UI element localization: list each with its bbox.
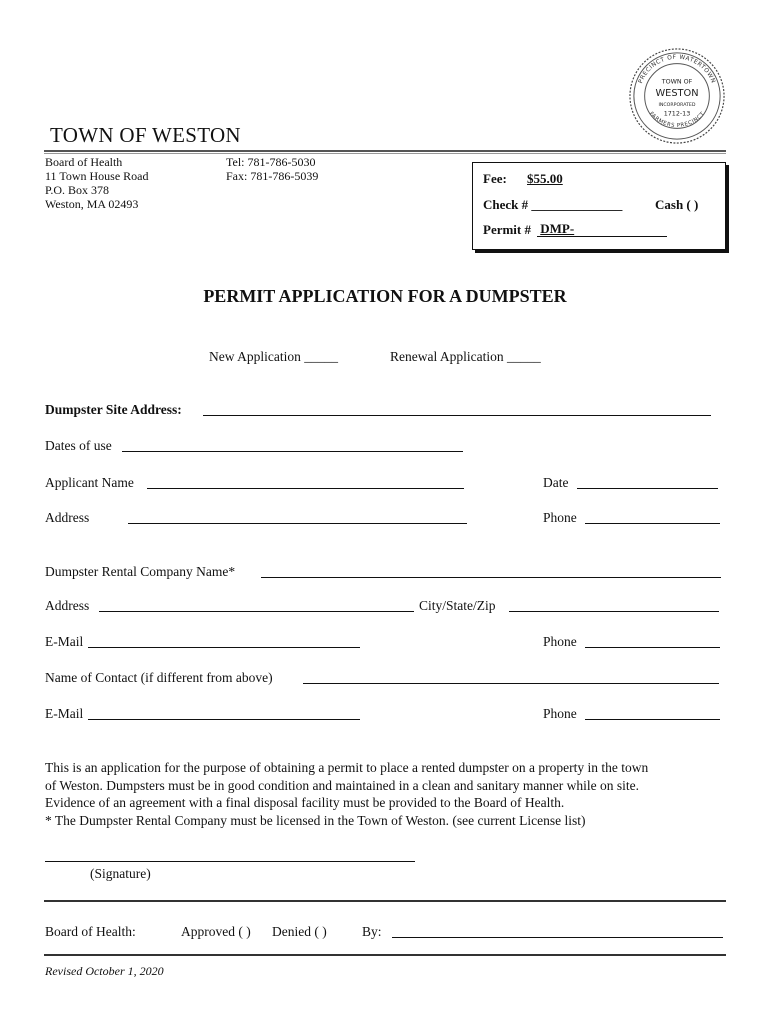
dates-of-use-label: Dates of use <box>45 438 112 453</box>
signature-input[interactable] <box>45 849 415 862</box>
permit-field <box>537 222 667 237</box>
notice-line-4: * The Dumpster Rental Company must be licensed in the Town of Weston. (see current License list) <box>45 812 586 828</box>
notice-line-2: of Weston. Dumpsters must be in good condition and maintained in a clean and sanitary manner while on site. <box>45 777 640 793</box>
fee-box <box>472 162 726 250</box>
site-address-label: Dumpster Site Address: <box>45 402 182 417</box>
dept-address-block <box>45 155 149 211</box>
check-field: Check # ______________ <box>483 197 623 212</box>
contact-email-input[interactable] <box>88 706 360 720</box>
dates-of-use-input[interactable] <box>122 438 463 452</box>
address-line-1: 11 Town House Road <box>45 169 149 183</box>
board-of-health-label: Board of Health: <box>45 924 136 939</box>
applicant-phone-input[interactable] <box>585 510 720 524</box>
company-phone-input[interactable] <box>585 634 720 648</box>
signature-label: (Signature) <box>90 866 151 881</box>
contact-phone-label: Phone <box>543 706 577 721</box>
permit-value: DMP- <box>540 221 575 236</box>
fee-label: Fee: <box>483 171 507 186</box>
company-address-label: Address <box>45 598 90 613</box>
date-input[interactable] <box>577 475 718 489</box>
address-line-2: P.O. Box 378 <box>45 183 110 197</box>
site-address-input[interactable] <box>203 402 711 416</box>
renewal-application-field[interactable]: Renewal Application _____ <box>390 349 541 364</box>
cash-field: Cash ( ) <box>655 197 699 212</box>
contact-phone-input[interactable] <box>585 706 720 720</box>
rental-company-label: Dumpster Rental Company Name* <box>45 564 236 579</box>
by-input[interactable] <box>392 924 723 938</box>
revised-date: Revised October 1, 2020 <box>45 964 164 978</box>
seal-ring-bottom: FARMERS PRECINCT <box>647 110 707 129</box>
tel: Tel: 781-786-5030 <box>226 155 316 169</box>
seal-line-3: INCORPORATED <box>658 102 696 108</box>
rental-company-input[interactable] <box>261 564 721 578</box>
fax: Fax: 781-786-5039 <box>226 169 319 183</box>
town-seal-logo <box>628 47 726 145</box>
header-rule-thin <box>44 153 726 154</box>
approved-checkbox[interactable]: Approved ( ) <box>181 924 251 939</box>
applicant-phone-label: Phone <box>543 510 577 525</box>
applicant-name-input[interactable] <box>147 475 464 489</box>
fee-value: $55.00 <box>527 171 563 186</box>
notice-line-1: This is an application for the purpose of obtaining a permit to place a rented dumpster on a property in the town <box>45 760 649 775</box>
by-label: By: <box>362 924 382 939</box>
contact-email-label: E-Mail <box>45 706 84 721</box>
contact-block <box>226 155 318 183</box>
company-phone-label: Phone <box>543 634 577 649</box>
date-label: Date <box>543 475 569 490</box>
company-address-input[interactable] <box>99 598 414 612</box>
seal-line-4: 1712-13 <box>663 109 691 118</box>
seal-ring-top: PRECINCT OF WATERTOWN <box>638 54 716 85</box>
company-email-input[interactable] <box>88 634 360 648</box>
applicant-name-label: Applicant Name <box>45 475 134 490</box>
dept-name: Board of Health <box>45 155 123 169</box>
notice-paragraph <box>45 759 648 829</box>
header-rule <box>44 150 726 152</box>
permit-label: Permit # <box>483 222 532 237</box>
seal-line-2: WESTON <box>655 88 699 99</box>
town-title: TOWN OF WESTON <box>50 123 241 147</box>
address-line-3: Weston, MA 02493 <box>45 197 139 211</box>
applicant-address-input[interactable] <box>128 510 467 524</box>
contact-name-input[interactable] <box>303 670 719 684</box>
approval-bottom-rule <box>44 954 726 956</box>
seal-line-1: TOWN OF <box>661 77 693 86</box>
notice-line-3: Evidence of an agreement with a final disposal facility must be provided to the Board of Health. <box>45 795 565 810</box>
city-state-zip-input[interactable] <box>509 598 719 612</box>
new-application-field[interactable]: New Application _____ <box>209 349 338 364</box>
applicant-address-label: Address <box>45 510 90 525</box>
form-title: PERMIT APPLICATION FOR A DUMPSTER <box>203 286 567 306</box>
contact-name-label: Name of Contact (if different from above) <box>45 670 273 685</box>
company-email-label: E-Mail <box>45 634 84 649</box>
approval-top-rule <box>44 900 726 902</box>
city-state-zip-label: City/State/Zip <box>419 598 496 613</box>
denied-checkbox[interactable]: Denied ( ) <box>272 924 327 939</box>
